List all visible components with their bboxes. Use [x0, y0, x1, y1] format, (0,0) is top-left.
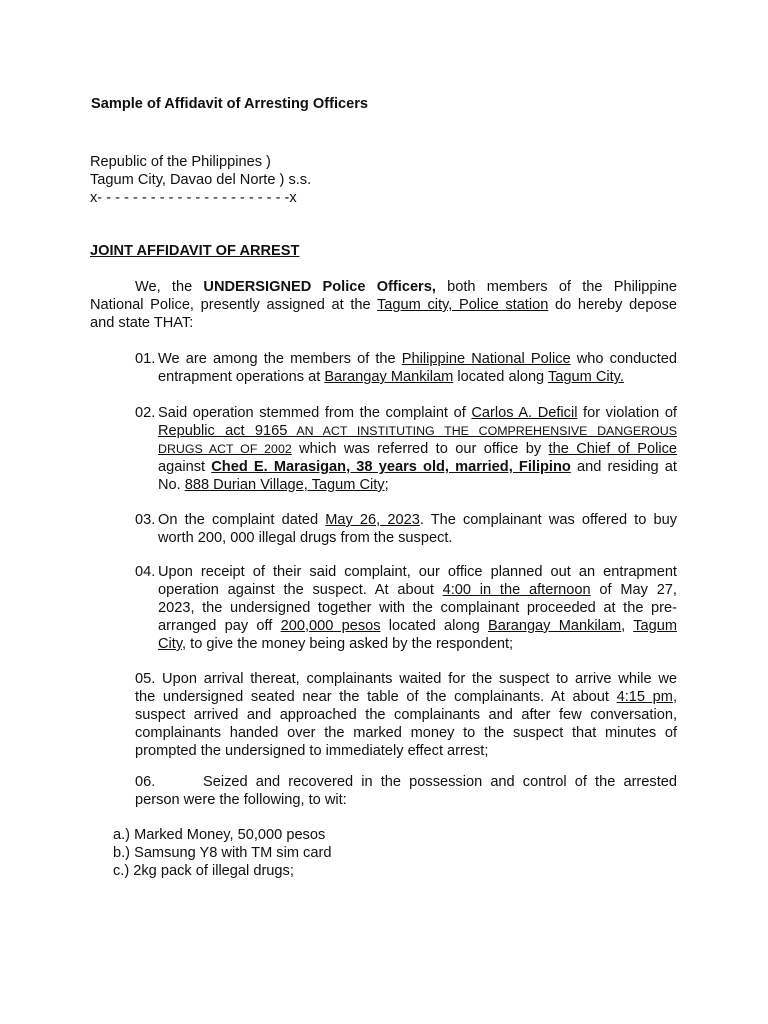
- p04-text: to give the money being asked by the respondent;: [186, 636, 514, 652]
- p01-text: We are among the members of the: [158, 351, 402, 367]
- suspect-details: Ched E. Marasigan, 38 years old, married, Filipino: [211, 459, 571, 475]
- city-name: City,: [158, 636, 187, 652]
- p01-line-2: [158, 368, 624, 386]
- p02-text: which was referred to our office by: [291, 441, 549, 457]
- p05-line-3: suspect arrived and approached the complainants and after few conversation,: [135, 707, 677, 723]
- arrival-time: 4:15 pm: [616, 689, 673, 705]
- intro-line-2: [90, 296, 677, 314]
- p02-text: against: [158, 459, 212, 475]
- barangay-name: Barangay Mankilam: [488, 618, 622, 634]
- p04-line-1: Upon receipt of their said complaint, our office planned out an entrapment: [158, 564, 677, 580]
- p01-text: located along: [453, 369, 548, 385]
- p05-text: ,: [672, 689, 678, 705]
- p05-line-1: 05. Upon arrival thereat, complainants waited for the suspect to arrive while we: [135, 671, 677, 687]
- intro-text: We, the: [135, 279, 204, 295]
- p02-line-4: [158, 458, 677, 476]
- paragraph-number: 01.: [135, 351, 156, 367]
- p03-text: . The complainant was offered to buy: [419, 512, 678, 528]
- p06-line-1: Seized and recovered in the possession and control of the arrested: [203, 774, 677, 790]
- suspect-address: 888 Durian Village, Tagum City: [184, 477, 385, 493]
- officers-label: UNDERSIGNED Police Officers,: [203, 279, 436, 295]
- venue-line-1: Republic of the Philippines ): [90, 154, 271, 170]
- p02-text: for violation of: [577, 405, 677, 421]
- pnp-name: Philippine National Police: [401, 351, 571, 367]
- p02-line-2: [158, 422, 677, 440]
- payoff-amount: 200,000 pesos: [280, 618, 381, 634]
- p05-text: the undersigned seated near the table of the complainants. At about: [135, 689, 617, 705]
- venue-line-2: Tagum City, Davao del Norte ) s.s.: [90, 172, 312, 188]
- p04-text: ,: [621, 618, 634, 634]
- law-title: AN ACT INSTITUTING THE COMPREHENSIVE DANGEROUS: [287, 424, 677, 438]
- intro-text: do hereby depose: [548, 297, 677, 313]
- p03-line-1: [158, 511, 677, 529]
- intro-text: National Police, presently assigned at the: [90, 297, 378, 313]
- p01-text: entrapment operations at: [158, 369, 325, 385]
- intro-line-3: and state THAT:: [90, 315, 194, 331]
- p04-line-2: [158, 581, 677, 599]
- city-name: Tagum: [633, 618, 677, 634]
- p01-line-1: [158, 350, 677, 368]
- p05-line-2: [135, 688, 677, 706]
- law-number: Republic act 9165: [158, 423, 288, 439]
- p04-text: of May 27,: [590, 582, 677, 598]
- document-title: Sample of Affidavit of Arresting Officers: [91, 96, 369, 112]
- paragraph-number: 03.: [135, 512, 156, 528]
- p02-text: and residing at: [570, 459, 677, 475]
- p02-line-3: [158, 440, 677, 458]
- p04-text: located along: [380, 618, 488, 634]
- p04-text: operation against the suspect. At about: [158, 582, 443, 598]
- venue-separator: x- - - - - - - - - - - - - - - - - - - - - -x: [90, 190, 297, 206]
- paragraph-number: 06.: [135, 774, 156, 790]
- affidavit-heading: JOINT AFFIDAVIT OF ARREST: [90, 243, 300, 259]
- p05-line-4: complainants handed over the marked money to the suspect that minutes of: [135, 725, 677, 741]
- p04-line-5: [158, 635, 513, 653]
- seized-item: c.) 2kg pack of illegal drugs;: [113, 863, 294, 879]
- p03-text: On the complaint dated: [158, 512, 326, 528]
- p04-line-3: 2023, the undersigned together with the complainant proceeded at the pre-: [158, 600, 677, 616]
- p04-line-4: [158, 617, 677, 635]
- p01-text: who conducted: [570, 351, 677, 367]
- intro-text: both members of the Philippine: [435, 279, 678, 295]
- intro-line-1: [135, 278, 677, 296]
- p02-line-1: [158, 404, 677, 422]
- paragraph-number: 04.: [135, 564, 156, 580]
- paragraph-number: 02.: [135, 405, 156, 421]
- complaint-date: May 26, 2023: [325, 512, 420, 528]
- p04-text: arranged pay off: [158, 618, 281, 634]
- p06-line-2: person were the following, to wit:: [135, 792, 347, 808]
- complainant-name: Carlos A. Deficil: [471, 405, 578, 421]
- p03-line-2: worth 200, 000 illegal drugs from the suspect.: [158, 530, 453, 546]
- city-name: Tagum City.: [547, 369, 624, 385]
- p02-line-5: [158, 476, 389, 494]
- p02-text: Said operation stemmed from the complaint of: [158, 405, 472, 421]
- law-title-end: DRUGS ACT OF 2002: [158, 442, 292, 456]
- entrapment-time: 4:00 in the afternoon: [442, 582, 591, 598]
- seized-item: b.) Samsung Y8 with TM sim card: [113, 845, 332, 861]
- p02-text: ;: [384, 477, 389, 493]
- barangay-name: Barangay Mankilam: [324, 369, 454, 385]
- station-name: Tagum city, Police station: [377, 297, 549, 313]
- seized-item: a.) Marked Money, 50,000 pesos: [113, 827, 326, 843]
- p05-line-5: prompted the undersigned to immediately effect arrest;: [135, 743, 489, 759]
- chief-of-police: the Chief of Police: [548, 441, 678, 457]
- p02-text: No.: [158, 477, 185, 493]
